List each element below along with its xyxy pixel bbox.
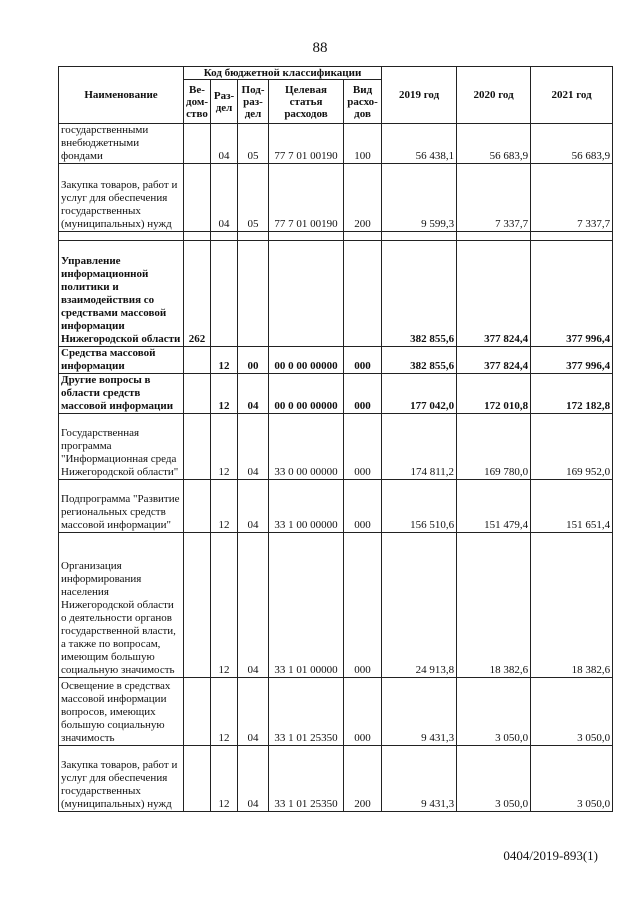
cell-2021: 7 337,7 bbox=[531, 164, 613, 232]
header-razdel: Раз- дел bbox=[211, 80, 238, 124]
table-row bbox=[59, 746, 613, 812]
cell-target-article bbox=[269, 241, 344, 347]
cell-razdel: 04 bbox=[211, 124, 238, 164]
cell-podrazdel: 04 bbox=[238, 678, 269, 746]
cell-name: Подпрограмма "Развитие региональных средств массовой информации" bbox=[59, 480, 184, 533]
cell-name: Закупка товаров, работ и услуг для обеспечения государственных (муниципальных) нужд bbox=[59, 746, 184, 812]
cell-2021: 151 651,4 bbox=[531, 480, 613, 533]
cell-razdel: 12 bbox=[211, 678, 238, 746]
cell-expense-type: 100 bbox=[344, 124, 382, 164]
cell-target-article: 33 1 01 00000 bbox=[269, 533, 344, 678]
cell-target-article: 77 7 01 00190 bbox=[269, 124, 344, 164]
cell-podrazdel: 04 bbox=[238, 480, 269, 533]
cell-name: Закупка товаров, работ и услуг для обеспечения государственных (муниципальных) нужд bbox=[59, 164, 184, 232]
cell-2020: 377 824,4 bbox=[457, 241, 531, 347]
header-2019: 2019 год bbox=[382, 67, 457, 124]
cell-2020: 3 050,0 bbox=[457, 746, 531, 812]
cell-2020: 172 010,8 bbox=[457, 374, 531, 414]
cell-podrazdel bbox=[238, 241, 269, 347]
spacer-cell bbox=[211, 232, 238, 241]
cell-2020: 3 050,0 bbox=[457, 678, 531, 746]
cell-razdel: 12 bbox=[211, 374, 238, 414]
header-podrazdel: Под- раз- дел bbox=[238, 80, 269, 124]
cell-podrazdel: 04 bbox=[238, 374, 269, 414]
cell-vedomstvo: 262 bbox=[184, 241, 211, 347]
table-row bbox=[59, 678, 613, 746]
cell-razdel: 12 bbox=[211, 480, 238, 533]
table-row bbox=[59, 414, 613, 480]
cell-vedomstvo bbox=[184, 347, 211, 374]
cell-2019: 9 431,3 bbox=[382, 678, 457, 746]
cell-2021: 377 996,4 bbox=[531, 241, 613, 347]
cell-2020: 18 382,6 bbox=[457, 533, 531, 678]
cell-2021: 172 182,8 bbox=[531, 374, 613, 414]
cell-name: Другие вопросы в области средств массовой информации bbox=[59, 374, 184, 414]
table-row bbox=[59, 347, 613, 374]
table-row bbox=[59, 164, 613, 232]
header-name: Наименование bbox=[59, 67, 184, 124]
cell-expense-type: 000 bbox=[344, 678, 382, 746]
cell-podrazdel: 04 bbox=[238, 746, 269, 812]
spacer-cell bbox=[238, 232, 269, 241]
cell-target-article: 33 0 00 00000 bbox=[269, 414, 344, 480]
cell-2019: 56 438,1 bbox=[382, 124, 457, 164]
cell-2020: 7 337,7 bbox=[457, 164, 531, 232]
page-number: 88 bbox=[312, 40, 328, 56]
cell-vedomstvo bbox=[184, 533, 211, 678]
cell-name: Средства массовой информации bbox=[59, 347, 184, 374]
cell-target-article: 77 7 01 00190 bbox=[269, 164, 344, 232]
table-row bbox=[59, 533, 613, 678]
cell-2021: 56 683,9 bbox=[531, 124, 613, 164]
document-number: 0404/2019-893(1) bbox=[503, 848, 598, 863]
cell-vedomstvo bbox=[184, 164, 211, 232]
cell-2019: 156 510,6 bbox=[382, 480, 457, 533]
header-vedomstvo: Ве- дом- ство bbox=[184, 80, 211, 124]
header-2021: 2021 год bbox=[531, 67, 613, 124]
table-row bbox=[59, 480, 613, 533]
cell-2020: 169 780,0 bbox=[457, 414, 531, 480]
cell-2019: 177 042,0 bbox=[382, 374, 457, 414]
cell-target-article: 33 1 00 00000 bbox=[269, 480, 344, 533]
cell-name: Управление информационной политики и взаимодействия со средствами массовой информации Нижегородской области bbox=[59, 241, 184, 347]
cell-podrazdel: 04 bbox=[238, 414, 269, 480]
cell-expense-type: 200 bbox=[344, 746, 382, 812]
cell-2019: 9 599,3 bbox=[382, 164, 457, 232]
spacer-cell bbox=[382, 232, 457, 241]
cell-2019: 174 811,2 bbox=[382, 414, 457, 480]
cell-vedomstvo bbox=[184, 678, 211, 746]
cell-expense-type: 000 bbox=[344, 374, 382, 414]
cell-2021: 377 996,4 bbox=[531, 347, 613, 374]
cell-2021: 18 382,6 bbox=[531, 533, 613, 678]
cell-name: Государственная программа "Информационная среда Нижегородской области" bbox=[59, 414, 184, 480]
cell-vedomstvo bbox=[184, 746, 211, 812]
cell-2019: 382 855,6 bbox=[382, 241, 457, 347]
cell-podrazdel: 05 bbox=[238, 124, 269, 164]
cell-target-article: 00 0 00 00000 bbox=[269, 374, 344, 414]
spacer-cell bbox=[269, 232, 344, 241]
cell-podrazdel: 04 bbox=[238, 533, 269, 678]
cell-target-article: 33 1 01 25350 bbox=[269, 746, 344, 812]
spacer-cell bbox=[184, 232, 211, 241]
header-classification-group: Код бюджетной классификации bbox=[184, 67, 382, 80]
cell-2021: 3 050,0 bbox=[531, 678, 613, 746]
spacer-cell bbox=[344, 232, 382, 241]
cell-2019: 9 431,3 bbox=[382, 746, 457, 812]
cell-2020: 56 683,9 bbox=[457, 124, 531, 164]
header-row-group bbox=[59, 67, 613, 80]
cell-razdel bbox=[211, 241, 238, 347]
cell-2020: 151 479,4 bbox=[457, 480, 531, 533]
cell-name: Освещение в средствах массовой информации вопросов, имеющих большую социальную значимость bbox=[59, 678, 184, 746]
cell-expense-type: 000 bbox=[344, 347, 382, 374]
cell-razdel: 12 bbox=[211, 414, 238, 480]
spacer-cell bbox=[457, 232, 531, 241]
cell-razdel: 12 bbox=[211, 347, 238, 374]
cell-target-article: 33 1 01 25350 bbox=[269, 678, 344, 746]
cell-vedomstvo bbox=[184, 414, 211, 480]
table-row bbox=[59, 241, 613, 347]
cell-2020: 377 824,4 bbox=[457, 347, 531, 374]
spacer-row bbox=[59, 232, 613, 241]
cell-2019: 24 913,8 bbox=[382, 533, 457, 678]
spacer-cell bbox=[531, 232, 613, 241]
cell-razdel: 12 bbox=[211, 533, 238, 678]
table-row bbox=[59, 374, 613, 414]
cell-vedomstvo bbox=[184, 480, 211, 533]
cell-target-article: 00 0 00 00000 bbox=[269, 347, 344, 374]
table-row bbox=[59, 124, 613, 164]
cell-name: государственными внебюджетными фондами bbox=[59, 124, 184, 164]
cell-razdel: 04 bbox=[211, 164, 238, 232]
header-2020: 2020 год bbox=[457, 67, 531, 124]
header-target-article: Целевая статья расходов bbox=[269, 80, 344, 124]
cell-2021: 3 050,0 bbox=[531, 746, 613, 812]
cell-expense-type bbox=[344, 241, 382, 347]
cell-2019: 382 855,6 bbox=[382, 347, 457, 374]
cell-expense-type: 200 bbox=[344, 164, 382, 232]
spacer-cell bbox=[59, 232, 184, 241]
cell-podrazdel: 00 bbox=[238, 347, 269, 374]
cell-vedomstvo bbox=[184, 124, 211, 164]
cell-name: Организация информирования населения Нижегородской области о деятельности органов государственной власти, а также по вопросам, имеющим большую социальную значимость bbox=[59, 533, 184, 678]
cell-expense-type: 000 bbox=[344, 480, 382, 533]
cell-expense-type: 000 bbox=[344, 533, 382, 678]
cell-2021: 169 952,0 bbox=[531, 414, 613, 480]
budget-table bbox=[58, 66, 613, 812]
cell-expense-type: 000 bbox=[344, 414, 382, 480]
cell-podrazdel: 05 bbox=[238, 164, 269, 232]
header-expense-type: Вид расхо- дов bbox=[344, 80, 382, 124]
cell-razdel: 12 bbox=[211, 746, 238, 812]
cell-vedomstvo bbox=[184, 374, 211, 414]
